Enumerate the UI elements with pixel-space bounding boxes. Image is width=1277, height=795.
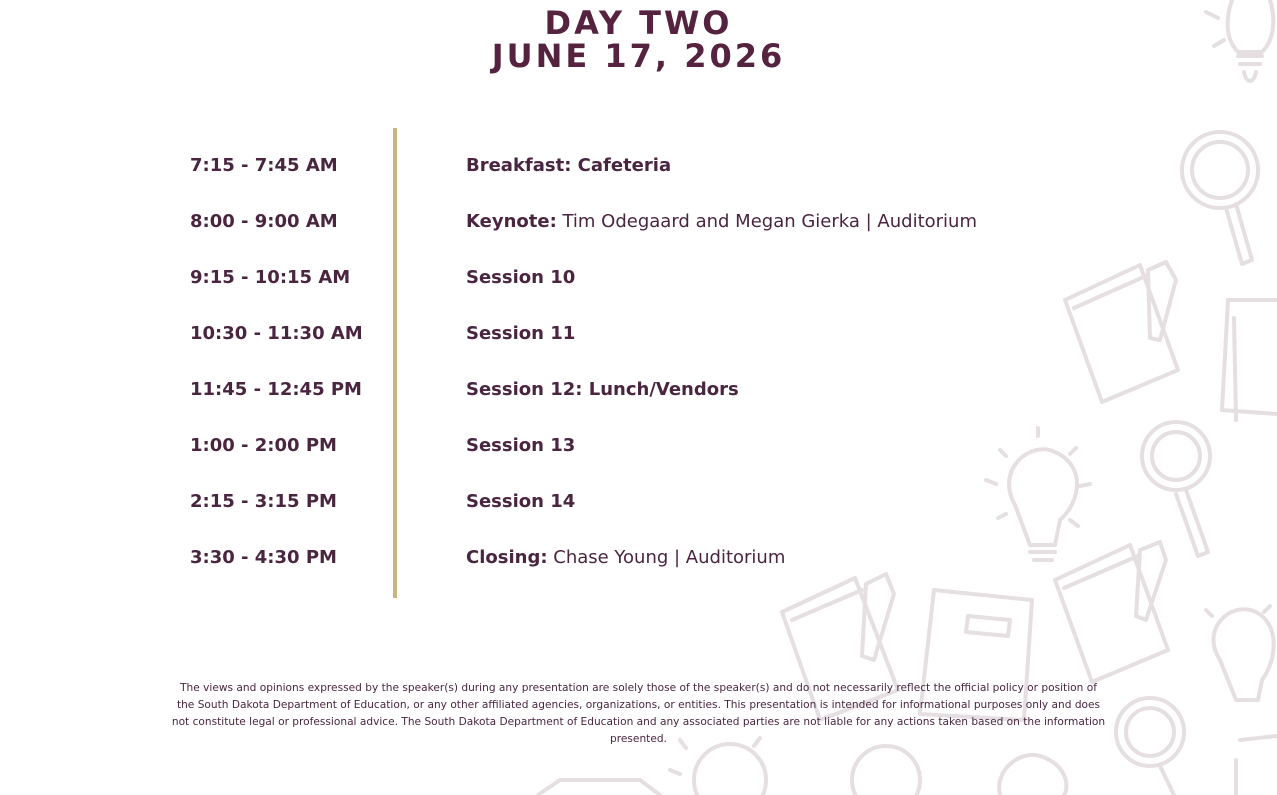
time-slot: 9:15 - 10:15 AM	[190, 267, 351, 288]
time-slot: 11:45 - 12:45 PM	[190, 379, 362, 400]
time-slot: 7:15 - 7:45 AM	[190, 155, 338, 176]
schedule-row	[0, 491, 1277, 521]
event-text	[466, 547, 785, 568]
schedule-row	[0, 379, 1277, 409]
event-detail: Chase Young | Auditorium	[547, 547, 786, 568]
time-slot: 2:15 - 3:15 PM	[190, 491, 337, 512]
event-title: Breakfast: Cafeteria	[466, 155, 672, 176]
event-text	[466, 211, 977, 232]
event-text	[466, 155, 671, 176]
time-slot: 8:00 - 9:00 AM	[190, 211, 338, 232]
event-text	[466, 379, 739, 400]
schedule-row	[0, 267, 1277, 297]
event-title: Closing:	[466, 547, 548, 568]
event-title: Session 14	[466, 491, 576, 512]
event-detail: Tim Odegaard and Megan Gierka | Auditorium	[556, 211, 977, 232]
schedule-row	[0, 155, 1277, 185]
day-title: DAY TWO	[544, 4, 733, 42]
lightbulb-icon	[1206, 606, 1274, 700]
event-text	[466, 267, 575, 288]
date-title: JUNE 17, 2026	[491, 37, 786, 75]
event-title: Keynote:	[466, 211, 557, 232]
disclaimer-text: The views and opinions expressed by the speaker(s) during any presentation are solely those of the speaker(s) and do not necessarily reflect the official policy or position of the South Dakota Department of Education, or any other affiliated agencies, organizations, or entities. This presentation is intended for informational purposes only and does not constitute legal or professional advice. The South Dakota Department of Education and any associated parties are not liable for any actions taken based on the information presented.	[171, 682, 1106, 745]
event-title: Session 12: Lunch/Vendors	[466, 379, 739, 400]
schedule-row	[0, 435, 1277, 465]
schedule-row	[0, 211, 1277, 241]
event-title: Session 10	[466, 267, 576, 288]
event-text	[466, 491, 575, 512]
schedule-row	[0, 323, 1277, 353]
event-text	[466, 435, 575, 456]
schedule-divider	[393, 128, 397, 598]
magnifier-icon	[1182, 132, 1258, 264]
event-title: Session 11	[466, 323, 576, 344]
event-text	[466, 323, 575, 344]
event-title: Session 13	[466, 435, 576, 456]
time-slot: 3:30 - 4:30 PM	[190, 547, 337, 568]
time-slot: 10:30 - 11:30 AM	[190, 323, 363, 344]
schedule-row	[0, 547, 1277, 577]
time-slot: 1:00 - 2:00 PM	[190, 435, 337, 456]
